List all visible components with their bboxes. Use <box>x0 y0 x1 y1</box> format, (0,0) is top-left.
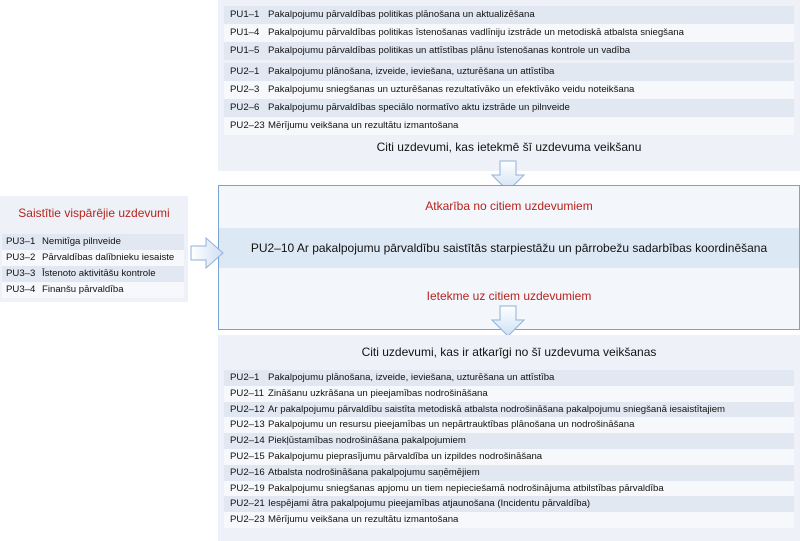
service-task-list <box>224 63 794 135</box>
list-item <box>224 449 794 465</box>
list-item <box>2 266 184 282</box>
task-description: Pakalpojumu pārvaldības speciālo normatīvo aktu izstrāde un pilnveide <box>268 102 570 113</box>
task-code: PU1–1 <box>230 9 260 20</box>
task-description: Atbalsta nodrošināšana pakalpojumu saņēmējiem <box>268 466 480 478</box>
influencing-tasks-panel <box>218 0 800 171</box>
task-description: Mērījumu veikšana un rezultātu izmantošana <box>268 514 459 526</box>
list-item <box>224 512 794 528</box>
list-item <box>224 42 794 60</box>
task-code: PU1–5 <box>230 45 260 56</box>
task-description: Iespējami ātra pakalpojumu pieejamības atjaunošana (Incidentu pārvaldība) <box>268 498 591 510</box>
task-code: PU3–3 <box>6 268 36 279</box>
list-item <box>2 250 184 266</box>
task-title-band <box>219 228 799 268</box>
list-item <box>224 81 794 99</box>
task-code: PU2–1 <box>230 66 260 77</box>
list-item <box>224 496 794 512</box>
task-code: PU3–2 <box>6 252 36 263</box>
task-code: PU2–11 <box>230 387 264 399</box>
task-code: PU2–21 <box>230 498 265 510</box>
dependent-tasks-panel <box>218 335 800 541</box>
task-description: Pakalpojumu pārvaldības politikas un attīstības plānu īstenošanas kontrole un vadība <box>268 45 631 56</box>
arrow-right-icon <box>190 237 224 269</box>
arrow-down-icon <box>490 305 526 337</box>
list-item <box>224 6 794 24</box>
list-item <box>224 433 794 449</box>
task-title: PU2–10 Ar pakalpojumu pārvaldību saistītās starpiestāžu un pārrobežu sadarbības koordinēšana <box>250 241 768 255</box>
task-code: PU2–3 <box>230 84 260 95</box>
task-description: Pakalpojumu pieprasījumu pārvaldība un izpildes nodrošināšana <box>268 450 543 462</box>
task-description: Zināšanu uzkrāšana un pieejamības nodrošināšana <box>268 387 488 399</box>
task-code: PU2–1 <box>230 372 260 383</box>
task-description: Mērījumu veikšana un rezultātu izmantošana <box>268 120 459 131</box>
task-description: Pakalpojumu pārvaldības politikas īstenošanas vadlīniju izstrāde un metodiskā atbalsta sniegšana <box>268 27 684 38</box>
task-code: PU2–13 <box>230 419 265 431</box>
task-description: Pakalpojumu pārvaldības politikas plānošana un aktualizēšana <box>268 9 535 20</box>
task-description: Īstenoto aktivitāšu kontrole <box>42 268 156 279</box>
related-general-tasks-panel <box>0 196 188 302</box>
task-code: PU2–23 <box>230 514 265 526</box>
dependency-label: Atkarība no citiem uzdevumiem <box>425 199 593 213</box>
task-description: Nemitīga pilnveide <box>42 236 121 247</box>
general-task-list <box>2 234 184 298</box>
list-item <box>2 234 184 250</box>
task-code: PU3–1 <box>6 236 36 247</box>
task-description: Piekļūstamības nodrošināšana pakalpojumiem <box>268 435 466 447</box>
task-code: PU2–16 <box>230 466 265 478</box>
task-code: PU2–14 <box>230 435 265 447</box>
list-item <box>2 282 184 298</box>
task-description: Finanšu pārvaldība <box>42 284 124 295</box>
list-item <box>224 117 794 135</box>
impact-label: Ietekme uz citiem uzdevumiem <box>426 289 592 303</box>
list-item <box>224 402 794 418</box>
list-item <box>224 24 794 42</box>
task-description: Pakalpojumu sniegšanas un uzturēšanas rezultatīvāko un efektīvāko veidu noteikšana <box>268 84 635 95</box>
task-code: PU2–23 <box>230 120 265 131</box>
list-item <box>224 465 794 481</box>
task-code: PU1–4 <box>230 27 260 38</box>
policy-task-list <box>224 6 794 60</box>
task-description: Pakalpojumu plānošana, izveide, ieviešana, uzturēšana un attīstība <box>268 66 555 77</box>
related-general-tasks-title: Saistītie vispārējie uzdevumi <box>18 206 170 220</box>
task-description: Pārvaldības dalībnieku iesaiste <box>42 252 175 263</box>
task-code: PU2–15 <box>230 450 265 462</box>
task-description: Pakalpojumu plānošana, izveide, ieviešana, uzturēšana un attīstība <box>268 372 555 383</box>
task-description: Ar pakalpojumu pārvaldību saistīta metodiskā atbalsta nodrošināšana pakalpojumu sniegšanā iesaistītajiem <box>268 403 726 415</box>
dependent-task-list <box>224 370 794 528</box>
list-item <box>224 370 794 386</box>
task-description: Pakalpojumu un resursu pieejamības un nepārtrauktības plānošana un nodrošināšana <box>268 419 635 431</box>
task-description: Pakalpojumu sniegšanas apjomu un tiem nepieciešamā nodrošinājuma atbilstības pārvaldība <box>268 482 664 494</box>
list-item <box>224 417 794 433</box>
list-item <box>224 481 794 497</box>
list-item <box>224 386 794 402</box>
list-item <box>224 63 794 81</box>
list-item <box>224 99 794 117</box>
task-code: PU2–6 <box>230 102 260 113</box>
dependent-tasks-caption: Citi uzdevumi, kas ir atkarīgi no šī uzdevuma veikšanas <box>361 345 657 359</box>
task-code: PU2–19 <box>230 482 265 494</box>
influencing-tasks-caption: Citi uzdevumi, kas ietekmē šī uzdevuma veikšanu <box>376 140 642 154</box>
task-code: PU3–4 <box>6 284 36 295</box>
task-code: PU2–12 <box>230 403 265 415</box>
